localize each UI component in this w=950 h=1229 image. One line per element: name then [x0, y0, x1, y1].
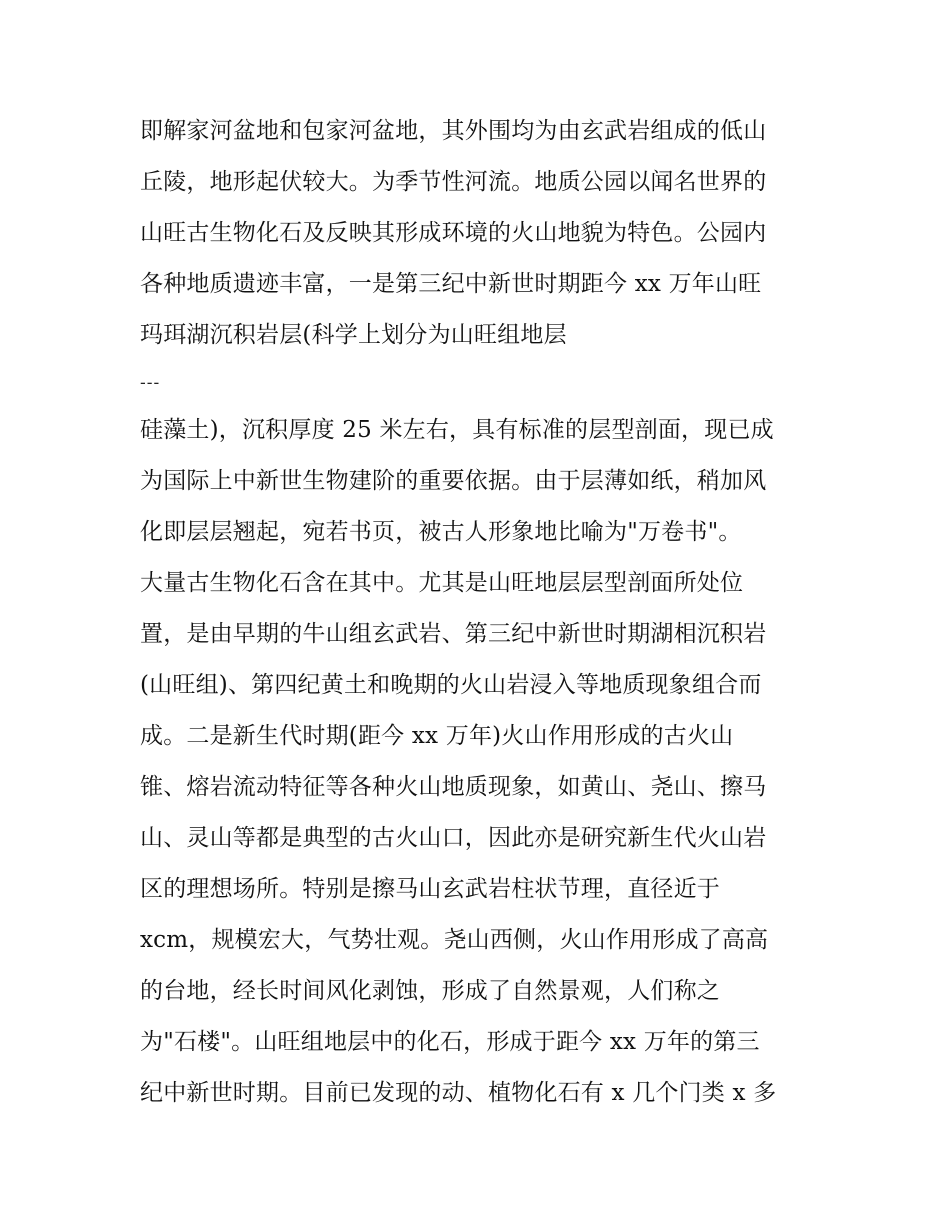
text-line: 山、灵山等都是典型的古火山口，因此亦是研究新生代火山岩	[140, 825, 767, 851]
text-line: 区的理想场所。特别是擦马山玄武岩柱状节理，直径近于	[140, 876, 720, 902]
text-line: 为"石楼"。山旺组地层中的化石，形成于距今 xx 万年的第三	[140, 1029, 760, 1055]
text-line: 化即层层翘起，宛若书页，被古人形象地比喻为"万卷书"。	[140, 519, 742, 545]
text-line: 置，是由早期的牛山组玄武岩、第三纪中新世时期湖相沉积岩	[140, 621, 767, 647]
text-line: 锥、熔岩流动特征等各种火山地质现象，如黄山、尧山、擦马	[140, 774, 767, 800]
section-separator: ---	[140, 373, 161, 393]
text-line: 为国际上中新世生物建阶的重要依据。由于层薄如纸，稍加风	[140, 468, 767, 494]
text-line: 玛珥湖沉积岩层(科学上划分为山旺组地层	[140, 322, 567, 348]
text-line: 各种地质遗迹丰富，一是第三纪中新世时期距今 xx 万年山旺	[140, 271, 762, 297]
text-line: 硅藻土)，沉积厚度 25 米左右，具有标准的层型剖面，现已成	[140, 417, 774, 443]
text-line: 纪中新世时期。目前已发现的动、植物化石有 x 几个门类 x 多	[140, 1080, 777, 1106]
text-line: 的台地，经长时间风化剥蚀，形成了自然景观，人们称之	[140, 978, 720, 1004]
text-line: 即解家河盆地和包家河盆地，其外围均为由玄武岩组成的低山	[140, 118, 767, 144]
text-line: xcm，规模宏大，气势壮观。尧山西侧，火山作用形成了高高	[140, 927, 769, 953]
document-body	[140, 106, 820, 1119]
text-line: (山旺组)、第四纪黄土和晚期的火山岩浸入等地质现象组合而	[140, 672, 762, 698]
text-line: 大量古生物化石含在其中。尤其是山旺地层层型剖面所处位	[140, 570, 744, 596]
text-line: 山旺古生物化石及反映其形成环境的火山地貌为特色。公园内	[140, 220, 767, 246]
text-line: 丘陵，地形起伏较大。为季节性河流。地质公园以闻名世界的	[140, 169, 767, 195]
text-line: 成。二是新生代时期(距今 xx 万年)火山作用形成的古火山	[140, 723, 734, 749]
